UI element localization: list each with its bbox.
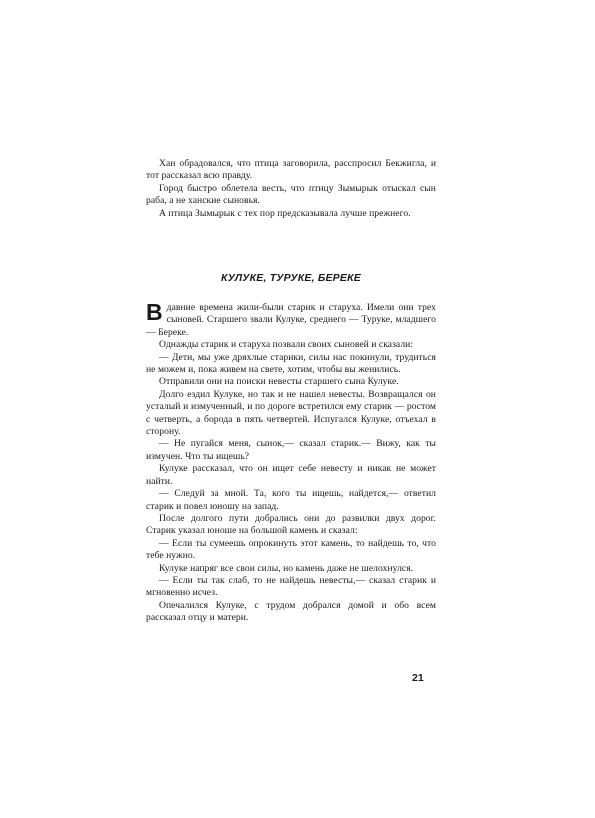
first-paragraph <box>146 299 436 339</box>
paragraph: — Не пугайся меня, сынок,— сказал старик.— Вижу, как ты измучен. Что ты ищешь? <box>146 438 436 462</box>
paragraph: — Если ты так слаб, то не найдешь невесты,— сказал старик и мгновенно исчез. <box>146 574 436 599</box>
paragraph: — Следуй за мной. Та, кого ты ищешь, найдется,— ответил старик и повел юношу на запад. <box>146 488 436 512</box>
paragraph: Отправили они на поиски невесты старшего сына Кулуке. <box>159 376 399 388</box>
story-body <box>146 299 436 625</box>
paragraph: Опечалился Кулуке, с трудом добрался домой и обо всем рассказал отцу и матери. <box>146 599 436 624</box>
paragraph: Кулуке рассказал, что он ищет себе невесту и никак не может найти. <box>146 463 436 487</box>
paragraph: А птица Зымырык с тех пор предсказывала лучше прежнего. <box>159 207 411 219</box>
paragraph: — Если ты сумеешь опрокинуть этот камень, то найдешь то, что тебе нужно. <box>146 537 436 562</box>
paragraph: Однажды старик и старуха позвали своих сыновей и сказали: <box>159 339 414 351</box>
paragraph: — Дети, мы уже дряхлые старики, силы нас покинули, трудиться не можем и, пока живем на свете, хотим, чтобы вы женились. <box>146 351 436 376</box>
previous-story-ending <box>146 158 436 220</box>
paragraph: Долго ездил Кулуке, но так и не нашел невесты. Возвращался он усталый и измученный, и по дороге встретился ему старик — ростом с четверть, а борода в пять четвертей. Испугался Кулуке, отъехал в сторону. <box>146 388 436 438</box>
story-title: КУЛУКЕ, ТУРУКЕ, БЕРЕКЕ <box>221 272 361 284</box>
page-number: 21 <box>412 672 424 684</box>
first-paragraph-text: давние времена жили-были старик и старуха. Имели они трех сыновей. Старшего звали Кулуке, среднего — Туруке, младшего — Береке. <box>146 302 436 338</box>
paragraph: Город быстро облетела весть, что птицу Зымырык отыскал сын раба, а не ханские сыновья. <box>146 182 436 207</box>
drop-cap: В <box>146 299 163 325</box>
paragraph: Хан обрадовался, что птица заговорила, расспросил Бекжигла, и тот рассказал всю правду. <box>146 158 436 182</box>
paragraph: После долгого пути добрались они до развилки двух дорог. Старик указал юноше на большой камень и сказал: <box>146 512 436 537</box>
paragraph: Кулуке напряг все свои силы, но камень даже не шелохнулся. <box>159 562 414 574</box>
